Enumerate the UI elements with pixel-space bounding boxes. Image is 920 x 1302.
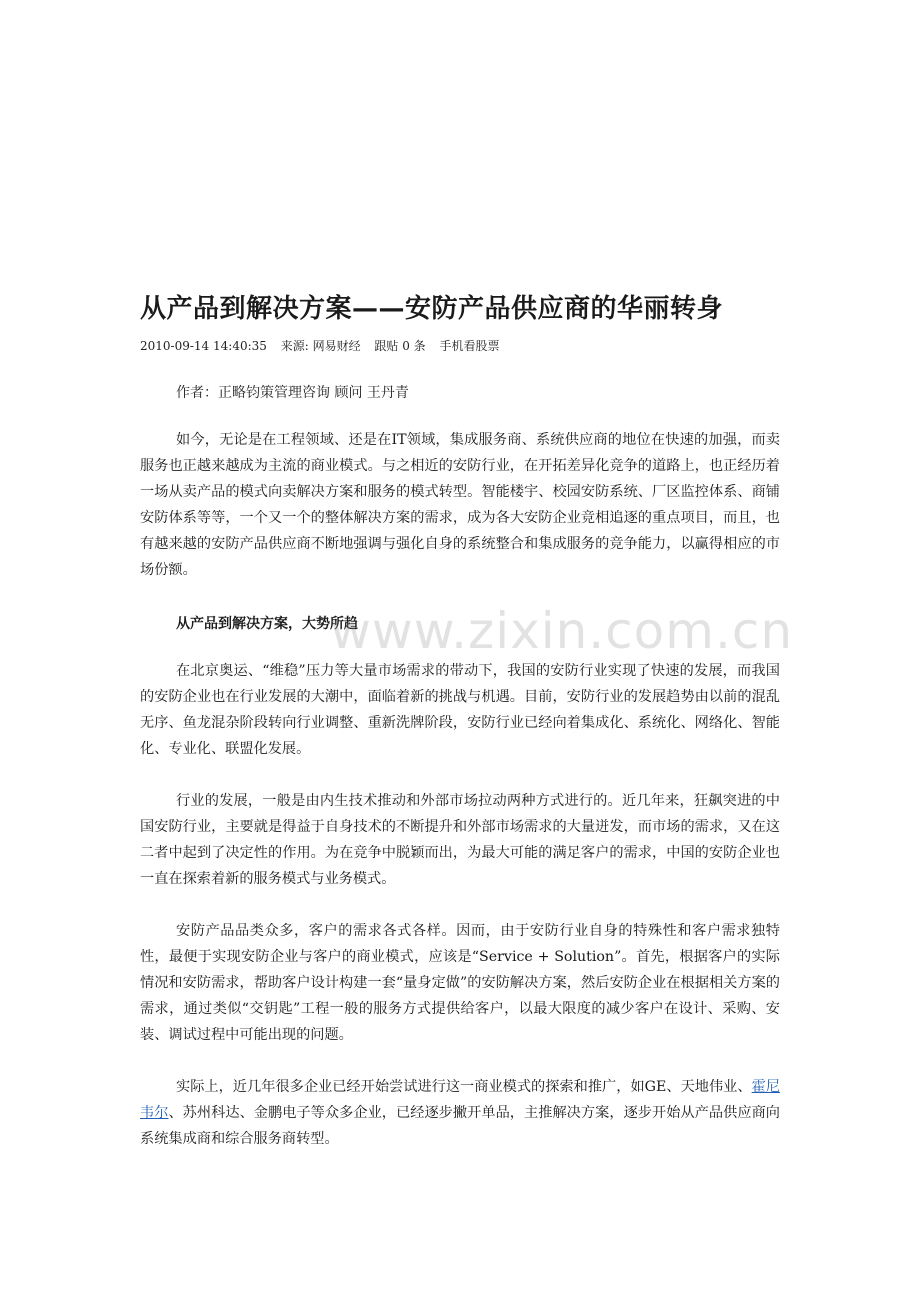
- honeywell-link[interactable]: 霍尼韦尔: [140, 1079, 780, 1121]
- paragraph-5-text-b: 、苏州科达、金鹏电子等众多企业，已经逐步撇开单品，主推解决方案，逐步开始从产品供应商向系统集成商和综合服务商转型。: [140, 1105, 780, 1147]
- comment-count: 跟贴 0 条: [374, 339, 426, 353]
- section-heading: 从产品到解决方案，大势所趋: [176, 616, 358, 632]
- publish-datetime: 2010-09-14 14:40:35: [140, 339, 267, 353]
- mobile-stocks-link: 手机看股票: [439, 339, 500, 353]
- paragraph-2: 在北京奥运、“维稳”压力等大量市场需求的带动下，我国的安防行业实现了快速的发展，而我国的安防企业也在行业发展的大潮中，面临着新的挑战与机遇。目前，安防行业的发展趋势由以前的混乱无序、鱼龙混杂阶段转向行业调整、重新洗牌阶段，安防行业已经向着集成化、系统化、网络化、智能化、专业化、联盟化发展。: [140, 663, 780, 757]
- article-author: 作者：正略钧策管理咨询 顾问 王丹青: [176, 385, 409, 401]
- article-title: 从产品到解决方案——安防产品供应商的华丽转身: [140, 294, 724, 324]
- paragraph-4: 安防产品品类众多，客户的需求各式各样。因而，由于安防行业自身的特殊性和客户需求独特性，最便于实现安防企业与客户的商业模式，应该是“Service + Solution”。首先，根据客户的实际情况和安防需求，帮助客户设计构建一套“量身定做”的安防解决方案，然后安防企业在根据相关方案的需求，通过类似“交钥匙”工程一般的服务方式提供给客户，以最大限度的减少客户在设计、采购、安装、调试过程中可能出现的问题。: [140, 923, 780, 1043]
- article-source: 来源: 网易财经: [280, 339, 361, 353]
- paragraph-1: 如今，无论是在工程领域、还是在IT领域，集成服务商、系统供应商的地位在快速的加强，而卖服务也正越来越成为主流的商业模式。与之相近的安防行业，在开拓差异化竞争的道路上，也正经历着一场从卖产品的模式向卖解决方案和服务的模式转型。智能楼宇、校园安防系统、厂区监控体系、商铺安防体系等等，一个又一个的整体解决方案的需求，成为各大安防企业竞相追逐的重点项目，而且，也有越来越的安防产品供应商不断地强调与强化自身的系统整合和集成服务的竞争能力，以赢得相应的市场份额。: [140, 432, 780, 578]
- paragraph-5-text-a: 实际上，近几年很多企业已经开始尝试进行这一商业模式的探索和推广，如GE、天地伟业、: [176, 1079, 752, 1095]
- paragraph-5: [140, 1074, 780, 1152]
- article-meta: [140, 337, 510, 354]
- watermark: www.zixin.com.cn: [330, 602, 794, 660]
- paragraph-3: 行业的发展，一般是由内生技术推动和外部市场拉动两种方式进行的。近几年来，狂飙突进的中国安防行业，主要就是得益于自身技术的不断提升和外部市场需求的大量迸发，而市场的需求，又在这二者中起到了决定性的作用。为在竞争中脱颖而出，为最大可能的满足客户的需求，中国的安防企业也一直在探索着新的服务模式与业务模式。: [140, 793, 780, 887]
